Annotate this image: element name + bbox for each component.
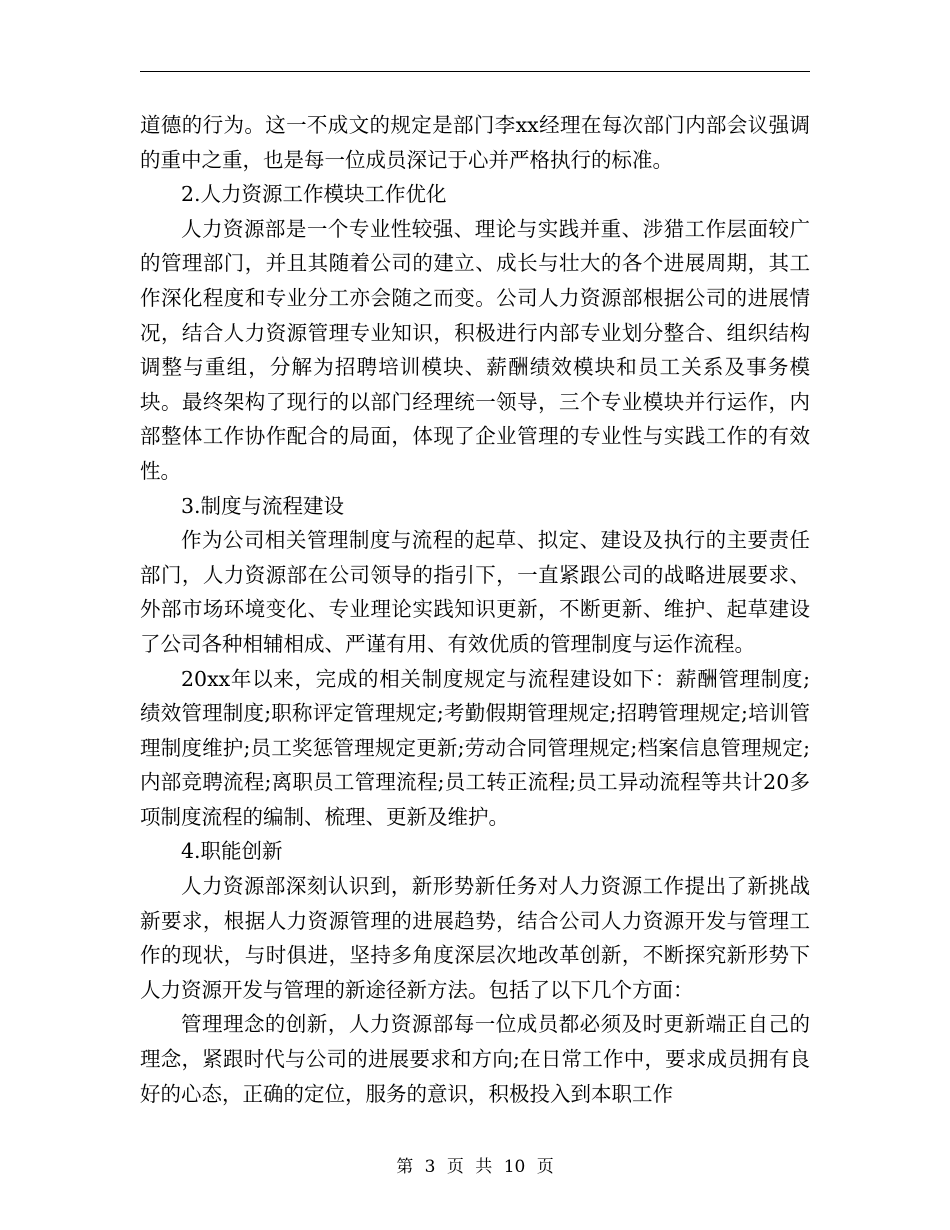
paragraph: 人力资源部深刻认识到，新形势新任务对人力资源工作提出了新挑战新要求，根据人力资源管理的进展趋势，结合公司人力资源开发与管理工作的现状，与时俱进，坚持多角度深层次地改革创新，不断探究新形势下人力资源开发与管理的新途径新方法。包括了以下几个方面： bbox=[140, 874, 810, 1002]
header-rule bbox=[140, 71, 810, 72]
section-heading: 3.制度与流程建设 bbox=[181, 493, 345, 518]
section-heading: 4.职能创新 bbox=[181, 839, 283, 864]
paragraph: 道德的行为。这一不成文的规定是部门李xx经理在每次部门内部会议强调的重中之重，也是每一位成员深记于心并严格执行的标准。 bbox=[140, 113, 810, 172]
paragraph: 20xx年以来，完成的相关制度规定与流程建设如下：薪酬管理制度;绩效管理制度;职称评定管理规定;考勤假期管理规定;招聘管理规定;培训管理制度维护;员工奖惩管理规定更新;劳动合同管理规定;档案信息管理规定;内部竞聘流程;离职员工管理流程;员工转正流程;员工异动流程等共计20多项制度流程的编制、梳理、更新及维护。 bbox=[140, 666, 810, 829]
paragraph: 管理理念的创新，人力资源部每一位成员都必须及时更新端正自己的理念，紧跟时代与公司的进展要求和方向;在日常工作中，要求成员拥有良好的心态，正确的定位，服务的意识，积极投入到本职工作 bbox=[140, 1012, 810, 1106]
paragraph: 人力资源部是一个专业性较强、理论与实践并重、涉猎工作层面较广的管理部门，并且其随着公司的建立、成长与壮大的各个进展周期，其工作深化程度和专业分工亦会随之而变。公司人力资源部根据公司的进展情况，结合人力资源管理专业知识，积极进行内部专业划分整合、组织结构调整与重组，分解为招聘培训模块、薪酬绩效模块和员工关系及事务模块。最终架构了现行的以部门经理统一领导，三个专业模块并行运作，内部整体工作协作配合的局面，体现了企业管理的专业性与实践工作的有效性。 bbox=[140, 216, 810, 483]
paragraph: 作为公司相关管理制度与流程的起草、拟定、建设及执行的主要责任部门，人力资源部在公司领导的指引下，一直紧跟公司的战略进展要求、外部市场环境变化、专业理论实践知识更新，不断更新、维护、起草建设了公司各种相辅相成、严谨有用、有效优质的管理制度与运作流程。 bbox=[140, 528, 810, 656]
page-number: 第 3 页 共 10 页 bbox=[396, 1157, 554, 1177]
document-body bbox=[140, 108, 810, 1111]
section-heading: 2.人力资源工作模块工作优化 bbox=[181, 182, 447, 207]
